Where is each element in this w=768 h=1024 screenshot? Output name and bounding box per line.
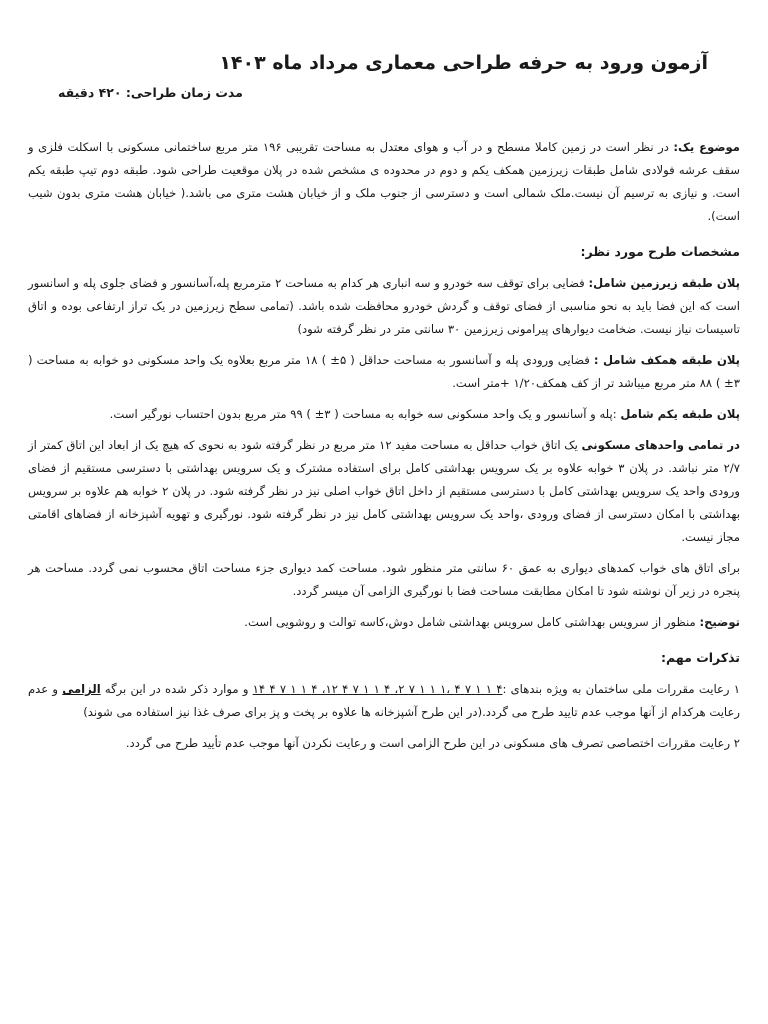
ground-floor-text: فضایی ورودی پله و آسانسور به مساحت حداقل ( ۵± ) ۱۸ متر مربع بعلاوه یک واحد مسکونی دو خوابه به مساحت ( ۳± ) ۸۸ متر مربع میباشد تر از کف همکف۱/۲۰ +متر است. — [28, 353, 740, 390]
note-paragraph — [28, 611, 740, 634]
page-title: آزمون ورود به حرفه طراحی معماری مرداد ماه ۱۴۰۳ — [219, 52, 708, 74]
note-label: توضیح: — [699, 615, 740, 629]
basement-text: فضایی برای توقف سه خودرو و سه انباری هر کدام به مساحت ۲ مترمربع پله،آسانسور و فضای جلوی پله و اسانسور است که این فضا باید به نحو مناسبی از فضای توقف و گردش خودرو محافظت شده باشد. (تمامی سطح زیرزمین در یک تراز ارتفاعی بوده و اتاق تاسیسات نیاز نیست. ضخامت دیوارهای پیرامونی زیرزمین ۳۰ سانتی متر در نظر گرفته شود) — [28, 276, 740, 336]
specs-heading: مشخصات طرح مورد نظر: — [580, 244, 740, 259]
reminder-1-suffix: و عدم رعایت هرکدام از آنها موجب عدم تایید طرح می گردد.(در این طرح آشپزخانه ها علاوه بر پخت و پز برای صرف غذا نیز استفاده می شوند) — [28, 682, 740, 719]
reminder-1 — [28, 678, 740, 724]
closets-paragraph: برای اتاق های خواب کمدهای دیواری به عمق ۶۰ سانتی متر منظور شود. مساحت کمد دیواری جزء مساحت اتاق محسوب نمی گردد. مساحت هر پنجره در زیر آن نوشته شود تا امکان مطابقت مساحت فضا با نورگیری الزامی آن میسر گردد. — [28, 561, 740, 598]
first-floor-paragraph — [28, 403, 740, 426]
topic-text: در نظر است در زمین کاملا مسطح و در آب و هوای معتدل به مساحت تقریبی ۱۹۶ متر مربع ساختمانی مسکونی با اسکلت فلزی و سقف عرشه فولادی شامل طبقات زیرزمین همکف یکم و دوم در محدوده ی مشخص شده در پلان موقعیت طراحی شود. طبقه دوم تیپ طبقه یکم است. و نیازی به ترسیم آن نیست.ملک شمالی است و دسترسی از جنوب ملک و از خیابان هشت متری می باشد.( خیابان هشت متری بدون شیب است). — [28, 140, 740, 223]
units-paragraph — [28, 434, 740, 549]
ground-floor-paragraph — [28, 349, 740, 395]
building-code-references: ۴ ۱ ۱ ۷ ۴ ،۱ ۱ ۱ ۷ ۲، ۴ ۱ ۱ ۷ ۴ ۱۲، ۴ ۱ ۱ ۷ ۴ ۱۴ — [252, 682, 503, 696]
topic-paragraph — [28, 136, 740, 228]
reminder-1-mid: و موارد ذکر شده در این برگه — [100, 682, 253, 696]
document-body — [28, 136, 740, 755]
units-text: یک اتاق خواب حداقل به مساحت مفید ۱۲ متر مربع در نظر گرفته شود به نحوی که هیچ یک از ابعاد این اتاق کمتر از ۲/۷ متر نباشد. در پلان ۳ خوابه علاوه بر یک سرویس بهداشتی کامل برای استفاده مشترک و یک سرویس بهداشتی با دسترسی مستقیم از فضای ورودی واحد یک سرویس بهداشتی کامل با دسترسی مستقیم از داخل اتاق خواب اصلی نیز در نظر گرفته شود. در پلان ۲ خوابه هم علاوه بر سرویس بهداشتی با امکان دسترسی از فضای ورودی ،واحد یک سرویس بهداشتی کامل نیز در نظر گرفته شود. نورگیری و تهویه آشپزخانه از فضاهای اقامتی مجاز نیست. — [28, 438, 740, 544]
units-label: در تمامی واحدهای مسکونی — [581, 438, 740, 452]
reminders-heading: تذکرات مهم: — [661, 650, 740, 665]
first-floor-text: :پله و آسانسور و یک واحد مسکونی سه خوابه به مساحت ( ۳± ) ۹۹ متر مربع بدون احتساب نورگیر است. — [109, 407, 621, 421]
reminder-2: ۲ رعایت مقررات اختصاصی تصرف های مسکونی در این طرح الزامی است و رعایت نکردن آنها موجب عدم تأیید طرح می گردد. — [125, 736, 740, 750]
reminder-1-prefix: ۱ رعایت مقررات ملی ساختمان به ویژه بندهای : — [502, 682, 740, 696]
basement-label: پلان طبقه زیرزمین شامل: — [588, 276, 740, 290]
design-duration: مدت زمان طراحی: ۴۲۰ دقیقه — [58, 85, 243, 100]
basement-paragraph — [28, 272, 740, 341]
topic-label: موضوع یک: — [673, 140, 740, 154]
note-text: منظور از سرویس بهداشتی کامل سرویس بهداشتی شامل دوش،کاسه توالت و روشویی است. — [244, 615, 700, 629]
first-floor-label: پلان طبقه یکم شامل — [620, 407, 740, 421]
ground-floor-label: پلان طبقه همکف شامل : — [593, 353, 740, 367]
mandatory-label: الزامی — [62, 682, 101, 696]
